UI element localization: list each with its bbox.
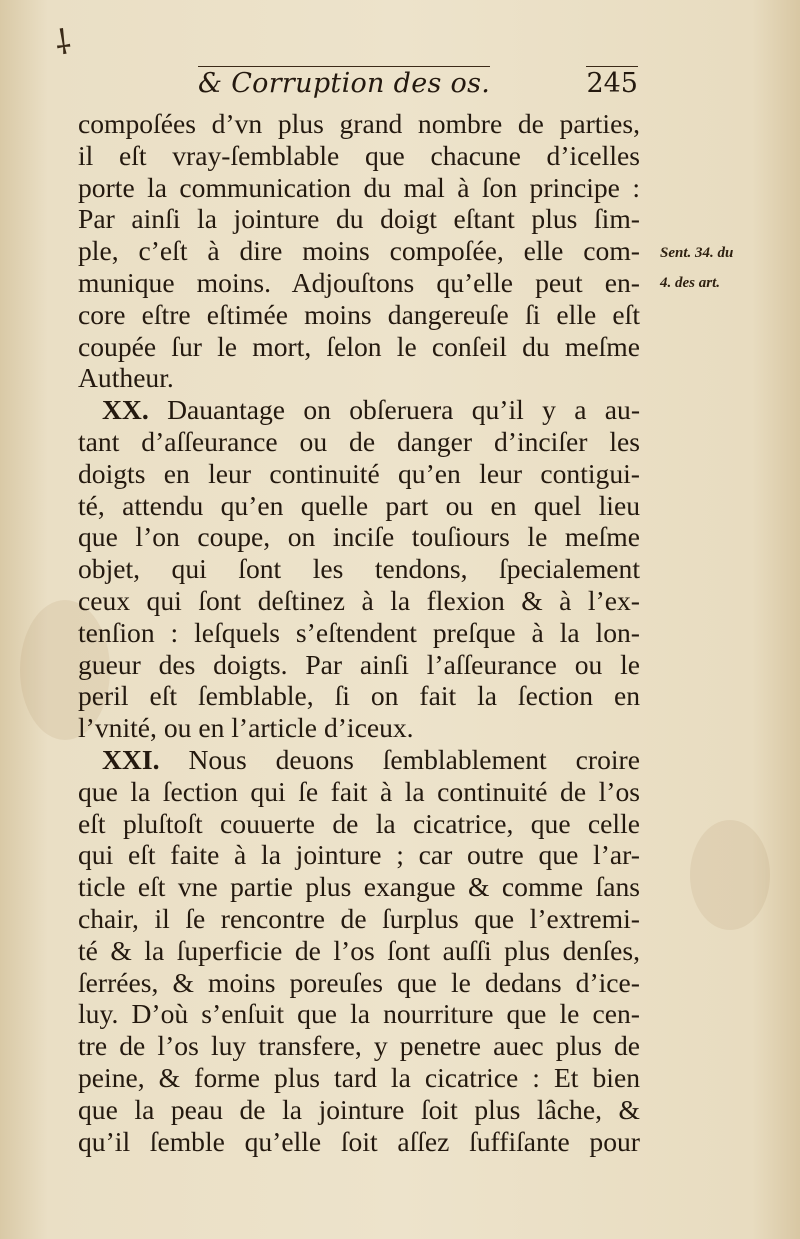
text-line: peine, & forme plus tard la cicatrice : Et bien bbox=[78, 1061, 640, 1093]
text-line: qui eſt faite à la jointure ; car outre que l’ar- bbox=[78, 839, 640, 871]
paper-stain bbox=[690, 820, 770, 930]
text-line-rest: Dauantage on obſeruera qu’il y a au- bbox=[167, 394, 641, 426]
text-line: tant d’aſſeurance ou de danger d’inciſer les bbox=[78, 425, 640, 457]
text-line: té & la ſuperficie de l’os ſont auſſi plus denſes, bbox=[78, 934, 640, 966]
text-line: luy. D’où s’enſuit que la nourriture que le cen- bbox=[78, 998, 640, 1030]
text-line: ple, c’eſt à dire moins compoſée, elle com- bbox=[78, 235, 640, 267]
section-first-line bbox=[78, 394, 640, 426]
text-line: l’vnité, ou en l’article d’iceux. bbox=[78, 712, 414, 744]
text-line: doigts en leur continuité qu’en leur contigui- bbox=[78, 457, 640, 489]
section-number: XXI. bbox=[102, 743, 160, 775]
text-line: coupée ſur le mort, ſelon le conſeil du meſme bbox=[78, 330, 640, 362]
text-line: tre de l’os luy transfere, y penetre auec plus de bbox=[78, 1030, 640, 1062]
text-line: que l’on coupe, on inciſe touſiours le meſme bbox=[78, 521, 640, 553]
margin-note bbox=[660, 238, 795, 298]
body-text bbox=[78, 108, 640, 1157]
text-line: té, attendu qu’en quelle part ou en quel lieu bbox=[78, 489, 640, 521]
text-line: il eſt vray-ſemblable que chacune d’icelles bbox=[78, 139, 640, 171]
text-line: porte la communication du mal à ſon principe : bbox=[78, 171, 640, 203]
text-line: eſt pluſtoſt couuerte de la cicatrice, que celle bbox=[78, 807, 640, 839]
text-line-rest: Nous deuons ſemblablement croire bbox=[188, 743, 640, 775]
text-line: core eſtre eſtimée moins dangereuſe ſi elle eſt bbox=[78, 298, 640, 330]
text-line: Par ainſi la jointure du doigt eſtant plus ſim- bbox=[78, 203, 640, 235]
running-header bbox=[198, 66, 638, 106]
text-line: gueur des doigts. Par ainſi l’aſſeurance ou le bbox=[78, 648, 640, 680]
ink-blot-mark: ⸸ bbox=[52, 22, 74, 64]
text-line: chair, il ſe rencontre de ſurplus que l’extremi- bbox=[78, 902, 640, 934]
text-line: munique moins. Adjouſtons qu’elle peut en- bbox=[78, 266, 640, 298]
text-line: ticle eſt vne partie plus exangue & comme ſans bbox=[78, 871, 640, 903]
text-line: tenſion : leſquels s’eſtendent preſque à la lon- bbox=[78, 616, 640, 648]
section-first-line bbox=[78, 744, 640, 776]
text-line: ſerrées, & moins poreuſes que le dedans d’ice- bbox=[78, 966, 640, 998]
margin-note-line: 4. des art. bbox=[660, 275, 720, 291]
text-line: que la ſection qui ſe fait à la continuité de l’os bbox=[78, 775, 640, 807]
text-line: compoſées d’vn plus grand nombre de parties, bbox=[78, 108, 640, 139]
header-title: & Corruption des os. bbox=[198, 68, 491, 99]
section-number: XX. bbox=[102, 394, 149, 426]
text-line: ceux qui ſont deſtinez à la flexion & à l’ex- bbox=[78, 584, 640, 616]
text-line: Autheur. bbox=[78, 362, 174, 394]
text-line: qu’il ſemble qu’elle ſoit aſſez ſuffiſante pour bbox=[78, 1125, 640, 1157]
text-line: objet, qui ſont les tendons, ſpecialement bbox=[78, 553, 640, 585]
text-line: peril eſt ſemblable, ſi on fait la ſection en bbox=[78, 680, 640, 712]
margin-note-line: Sent. 34. du bbox=[660, 245, 734, 261]
page-number: 245 bbox=[586, 68, 638, 99]
text-line: que la peau de la jointure ſoit plus lâche, & bbox=[78, 1093, 640, 1125]
